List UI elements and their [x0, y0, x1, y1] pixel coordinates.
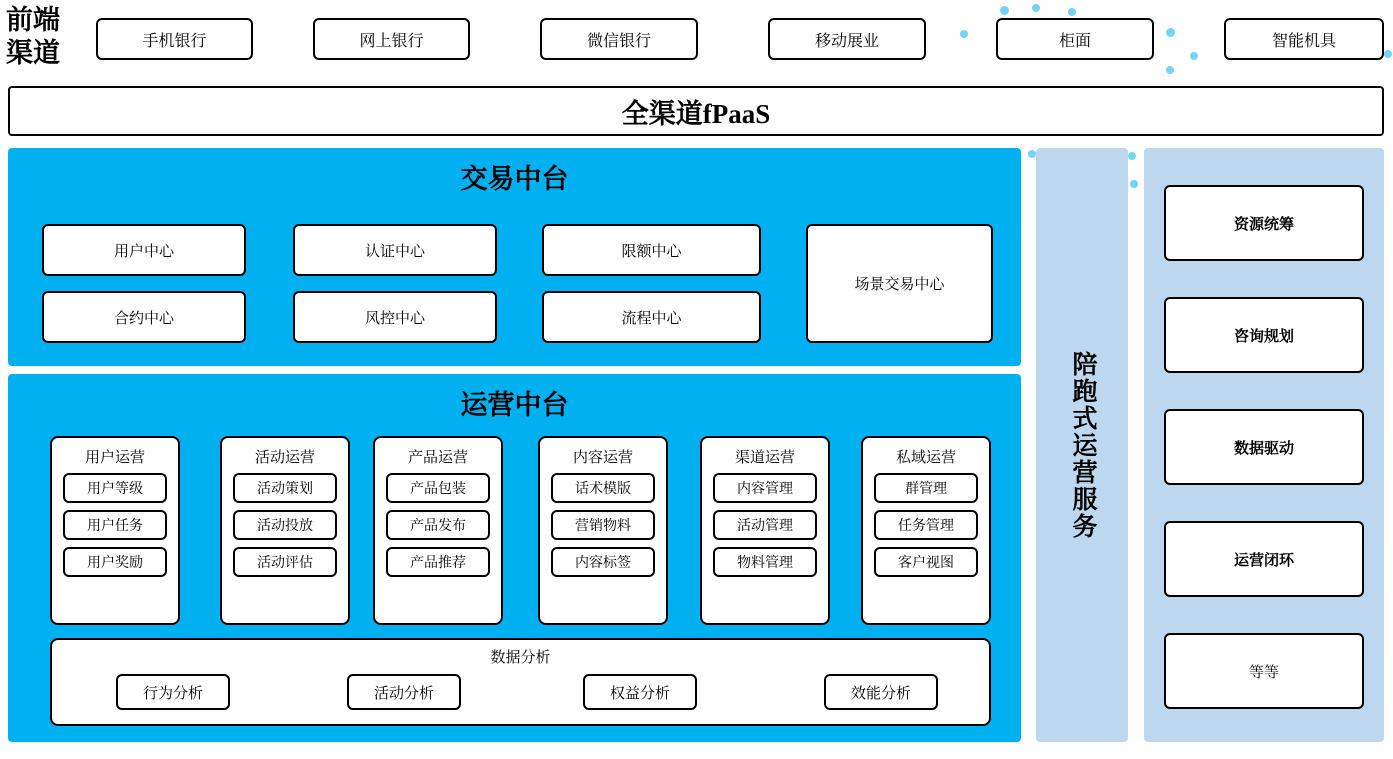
data-analysis-item[interactable]: 权益分析: [583, 674, 697, 710]
ops-column-title: 内容运营: [572, 449, 633, 466]
ops-column-activity: [220, 436, 350, 625]
service-resource-coordination[interactable]: 资源统筹: [1164, 185, 1364, 261]
trade-risk-center[interactable]: 风控中心: [293, 291, 497, 343]
ops-item[interactable]: 群管理: [874, 473, 978, 503]
data-analysis-item[interactable]: 效能分析: [824, 674, 938, 710]
ops-item[interactable]: 内容标签: [551, 547, 655, 577]
data-analysis-item[interactable]: 行为分析: [116, 674, 230, 710]
ops-item[interactable]: 活动评估: [233, 547, 337, 577]
channel-mobile-business[interactable]: 移动展业: [768, 18, 926, 60]
service-operation-closed-loop[interactable]: 运营闭环: [1164, 521, 1364, 597]
service-consulting-planning[interactable]: 咨询规划: [1164, 297, 1364, 373]
data-analysis-title: 数据分析: [490, 649, 551, 666]
decorative-dot: [1130, 180, 1138, 188]
ops-column-title: 私域运营: [895, 449, 956, 466]
channel-mobile-bank[interactable]: 手机银行: [96, 18, 253, 60]
ops-item[interactable]: 用户等级: [63, 473, 167, 503]
ops-item[interactable]: 任务管理: [874, 510, 978, 540]
trade-process-center[interactable]: 流程中心: [542, 291, 761, 343]
ops-item[interactable]: 活动投放: [233, 510, 337, 540]
trade-auth-center[interactable]: 认证中心: [293, 224, 497, 276]
ops-item[interactable]: 用户任务: [63, 510, 167, 540]
channel-wechat-bank[interactable]: 微信银行: [540, 18, 698, 60]
trade-scene-center[interactable]: 场景交易中心: [806, 224, 993, 343]
decorative-dot: [1128, 152, 1136, 160]
service-etc[interactable]: 等等: [1164, 633, 1364, 709]
data-analysis-item[interactable]: 活动分析: [347, 674, 461, 710]
ops-column-title: 活动运营: [254, 449, 315, 466]
front-end-channel-row: [0, 0, 1393, 78]
ops-column-content: [538, 436, 668, 625]
data-analysis-section: [50, 638, 991, 726]
ops-item[interactable]: 营销物料: [551, 510, 655, 540]
operations-middle-platform-panel: [8, 374, 1021, 742]
decorative-dot: [1028, 150, 1036, 158]
ops-item[interactable]: 活动管理: [713, 510, 817, 540]
accompany-operation-service-label: 陪跑式运营服务: [1069, 350, 1096, 540]
ops-column-private-domain: [861, 436, 991, 625]
services-column: [1144, 148, 1384, 742]
trade-contract-center[interactable]: 合约中心: [42, 291, 246, 343]
ops-item[interactable]: 客户视图: [874, 547, 978, 577]
ops-column-title: 渠道运营: [734, 449, 795, 466]
channel-online-bank[interactable]: 网上银行: [313, 18, 470, 60]
omni-channel-fpaas-bar[interactable]: 全渠道fPaaS: [8, 86, 1384, 136]
ops-column-product: [373, 436, 503, 625]
ops-item[interactable]: 产品发布: [386, 510, 490, 540]
front-end-channel-label: 前端 渠道: [6, 5, 60, 68]
ops-column-user: [50, 436, 180, 625]
ops-column-title: 产品运营: [407, 449, 468, 466]
ops-item[interactable]: 话术模版: [551, 473, 655, 503]
ops-column-title: 用户运营: [84, 449, 145, 466]
operations-platform-title: 运营中台: [460, 390, 569, 420]
ops-item[interactable]: 内容管理: [713, 473, 817, 503]
accompany-operation-service-column: [1036, 148, 1128, 742]
ops-column-channel: [700, 436, 830, 625]
ops-item[interactable]: 产品包装: [386, 473, 490, 503]
ops-item[interactable]: 产品推荐: [386, 547, 490, 577]
service-data-driven[interactable]: 数据驱动: [1164, 409, 1364, 485]
channel-smart-machine[interactable]: 智能机具: [1224, 18, 1384, 60]
trade-middle-platform-panel: [8, 148, 1021, 366]
trade-limit-center[interactable]: 限额中心: [542, 224, 761, 276]
trade-user-center[interactable]: 用户中心: [42, 224, 246, 276]
trade-platform-title: 交易中台: [460, 164, 569, 194]
ops-item[interactable]: 物料管理: [713, 547, 817, 577]
ops-item[interactable]: 用户奖励: [63, 547, 167, 577]
channel-counter[interactable]: 柜面: [996, 18, 1154, 60]
ops-item[interactable]: 活动策划: [233, 473, 337, 503]
